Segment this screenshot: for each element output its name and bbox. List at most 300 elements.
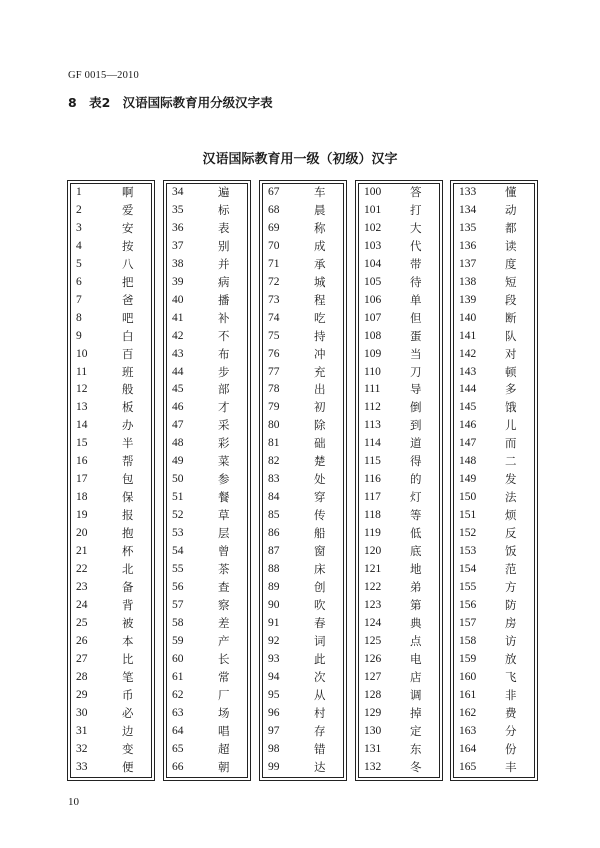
char-glyph: 创 [314, 579, 326, 594]
table-column [163, 180, 251, 781]
table-row [260, 364, 346, 382]
char-number: 150 [459, 491, 477, 504]
char-number: 63 [172, 706, 184, 719]
char-number: 153 [459, 545, 477, 558]
char-number: 137 [459, 257, 477, 270]
char-number: 25 [76, 616, 88, 629]
char-glyph: 超 [218, 741, 230, 756]
table-row [260, 669, 346, 687]
table-row [356, 202, 442, 220]
table-row [451, 184, 537, 202]
char-glyph: 吧 [122, 310, 134, 325]
table-row [356, 651, 442, 669]
char-glyph: 餐 [218, 490, 230, 505]
table-row [164, 435, 250, 453]
char-number: 17 [76, 473, 88, 486]
char-number: 108 [364, 329, 382, 342]
table-row [164, 615, 250, 633]
char-number: 120 [364, 545, 382, 558]
char-glyph: 背 [122, 597, 134, 612]
table-title: 汉语国际教育用一级（初级）汉字 [202, 152, 398, 167]
char-number: 47 [172, 419, 184, 432]
char-number: 115 [364, 455, 381, 468]
char-number: 128 [364, 688, 382, 701]
char-glyph: 的 [410, 472, 422, 487]
char-glyph: 房 [505, 615, 517, 630]
char-number: 121 [364, 563, 382, 576]
table-row [68, 184, 154, 202]
char-number: 82 [268, 455, 280, 468]
char-glyph: 包 [122, 472, 134, 487]
table-row [260, 543, 346, 561]
char-number: 48 [172, 437, 184, 450]
table-row [451, 723, 537, 741]
section-title-text: 汉语国际教育用分级汉字表 [122, 95, 273, 110]
char-glyph: 二 [505, 454, 517, 469]
char-glyph: 承 [314, 256, 326, 271]
char-number: 134 [459, 203, 477, 216]
table-row [451, 597, 537, 615]
table-row [68, 238, 154, 256]
table-row [451, 220, 537, 238]
table-row [164, 453, 250, 471]
table-row [164, 346, 250, 364]
table-row [164, 489, 250, 507]
table-row [164, 238, 250, 256]
char-glyph: 打 [410, 202, 422, 217]
table-row [68, 399, 154, 417]
char-number: 91 [268, 616, 280, 629]
char-number: 127 [364, 670, 382, 683]
char-number: 11 [76, 365, 88, 378]
char-glyph: 都 [505, 220, 517, 235]
char-glyph: 导 [410, 382, 422, 397]
char-number: 90 [268, 598, 280, 611]
char-glyph: 村 [314, 705, 326, 720]
section-heading [68, 93, 281, 111]
char-glyph: 地 [410, 562, 422, 577]
char-number: 95 [268, 688, 280, 701]
table-row [164, 651, 250, 669]
char-glyph: 掉 [410, 705, 422, 720]
table-row [68, 310, 154, 328]
char-number: 161 [459, 688, 477, 701]
char-number: 39 [172, 275, 184, 288]
char-number: 72 [268, 275, 280, 288]
char-glyph: 蛋 [410, 328, 422, 343]
char-number: 43 [172, 347, 184, 360]
char-number: 93 [268, 652, 280, 665]
char-glyph: 出 [314, 382, 326, 397]
char-number: 74 [268, 311, 280, 324]
table-row [356, 489, 442, 507]
char-glyph: 飞 [505, 669, 517, 684]
table-row [260, 561, 346, 579]
char-glyph: 反 [505, 526, 517, 541]
char-number: 154 [459, 563, 477, 576]
char-number: 163 [459, 724, 477, 737]
table-row [164, 579, 250, 597]
char-number: 116 [364, 473, 381, 486]
char-number: 142 [459, 347, 477, 360]
char-number: 46 [172, 401, 184, 414]
table-row [164, 256, 250, 274]
char-glyph: 多 [505, 382, 517, 397]
char-number: 135 [459, 221, 477, 234]
char-glyph: 穿 [314, 490, 326, 505]
char-glyph: 得 [410, 454, 422, 469]
char-glyph: 初 [314, 400, 326, 415]
char-glyph: 表 [218, 220, 230, 235]
char-glyph: 队 [505, 328, 517, 343]
char-number: 52 [172, 509, 184, 522]
char-number: 96 [268, 706, 280, 719]
char-glyph: 顿 [505, 364, 517, 379]
char-glyph: 儿 [505, 418, 517, 433]
char-number: 26 [76, 634, 88, 647]
char-glyph: 础 [314, 436, 326, 451]
char-number: 101 [364, 203, 382, 216]
char-number: 64 [172, 724, 184, 737]
char-glyph: 大 [410, 220, 422, 235]
char-number: 97 [268, 724, 280, 737]
table-row [451, 543, 537, 561]
table-row [451, 238, 537, 256]
char-number: 76 [268, 347, 280, 360]
char-glyph: 断 [505, 310, 517, 325]
table-row [68, 615, 154, 633]
table-row [164, 417, 250, 435]
table-row [260, 310, 346, 328]
char-number: 132 [364, 760, 382, 773]
char-number: 35 [172, 203, 184, 216]
table-row [451, 741, 537, 759]
char-glyph: 范 [505, 562, 517, 577]
char-glyph: 懂 [505, 185, 517, 199]
char-number: 83 [268, 473, 280, 486]
table-row [451, 381, 537, 399]
char-number: 159 [459, 652, 477, 665]
char-number: 8 [76, 311, 82, 324]
char-glyph: 床 [314, 562, 326, 577]
char-glyph: 从 [314, 687, 326, 702]
char-glyph: 笔 [122, 669, 134, 684]
char-number: 51 [172, 491, 184, 504]
char-glyph: 而 [505, 436, 517, 451]
table-row [164, 561, 250, 579]
char-number: 27 [76, 652, 88, 665]
table-row [164, 220, 250, 238]
table-row [164, 543, 250, 561]
char-glyph: 倒 [410, 400, 422, 415]
table-row [260, 651, 346, 669]
char-glyph: 啊 [122, 185, 134, 199]
char-number: 66 [172, 760, 184, 773]
char-glyph: 车 [314, 185, 326, 199]
char-glyph: 处 [314, 472, 326, 487]
table-row [68, 256, 154, 274]
table-row [164, 471, 250, 489]
table-row [164, 705, 250, 723]
table-row [68, 328, 154, 346]
char-number: 100 [364, 186, 382, 198]
char-number: 50 [172, 473, 184, 486]
char-glyph: 防 [505, 597, 517, 612]
table-row [451, 759, 537, 777]
table-row [356, 507, 442, 525]
char-glyph: 份 [505, 741, 517, 756]
char-glyph: 差 [218, 615, 230, 630]
char-number: 164 [459, 742, 477, 755]
char-number: 67 [268, 186, 280, 198]
table-row [260, 705, 346, 723]
char-number: 20 [76, 527, 88, 540]
char-number: 80 [268, 419, 280, 432]
table-row [260, 633, 346, 651]
page-number: 10 [68, 796, 79, 808]
char-number: 29 [76, 688, 88, 701]
table-row [164, 202, 250, 220]
char-glyph: 按 [122, 238, 134, 253]
table-row [356, 310, 442, 328]
char-number: 85 [268, 509, 280, 522]
char-glyph: 边 [122, 723, 134, 738]
char-glyph: 调 [410, 687, 422, 702]
char-number: 84 [268, 491, 280, 504]
char-number: 105 [364, 275, 382, 288]
table-row [260, 435, 346, 453]
char-glyph: 朝 [218, 759, 230, 774]
char-glyph: 病 [218, 274, 230, 289]
table-row [164, 723, 250, 741]
table-row [260, 417, 346, 435]
char-number: 15 [76, 437, 88, 450]
char-glyph: 读 [505, 238, 517, 253]
char-number: 44 [172, 365, 184, 378]
table-row [451, 633, 537, 651]
char-number: 81 [268, 437, 280, 450]
char-number: 36 [172, 221, 184, 234]
char-glyph: 法 [505, 490, 517, 505]
char-number: 4 [76, 239, 82, 252]
char-number: 32 [76, 742, 88, 755]
table-row [451, 489, 537, 507]
table-row [68, 741, 154, 759]
table-row [68, 292, 154, 310]
table-column [259, 180, 347, 781]
table-row [356, 633, 442, 651]
char-number: 157 [459, 616, 477, 629]
char-glyph: 道 [410, 436, 422, 451]
char-number: 24 [76, 598, 88, 611]
table-row [68, 687, 154, 705]
char-glyph: 并 [218, 256, 230, 271]
char-number: 104 [364, 257, 382, 270]
char-number: 112 [364, 401, 381, 414]
char-number: 107 [364, 311, 382, 324]
table-row [356, 687, 442, 705]
char-glyph: 带 [410, 256, 422, 271]
table-row [68, 597, 154, 615]
table-row [260, 507, 346, 525]
table-row [260, 274, 346, 292]
section-number: 8 [68, 95, 77, 110]
char-glyph: 场 [218, 705, 230, 720]
table-row [68, 759, 154, 777]
table-row [260, 238, 346, 256]
char-number: 144 [459, 383, 477, 396]
table-row [451, 507, 537, 525]
char-glyph: 除 [314, 418, 326, 433]
char-number: 75 [268, 329, 280, 342]
char-number: 124 [364, 616, 382, 629]
table-row [356, 453, 442, 471]
table-row [68, 543, 154, 561]
char-glyph: 东 [410, 741, 422, 756]
char-number: 98 [268, 742, 280, 755]
char-number: 141 [459, 329, 477, 342]
table-row [164, 310, 250, 328]
char-number: 151 [459, 509, 477, 522]
table-row [451, 202, 537, 220]
char-number: 155 [459, 580, 477, 593]
char-number: 19 [76, 509, 88, 522]
char-number: 119 [364, 527, 381, 540]
table-row [451, 471, 537, 489]
table-row [356, 364, 442, 382]
table-row [260, 328, 346, 346]
char-number: 12 [76, 383, 88, 396]
char-number: 60 [172, 652, 184, 665]
char-glyph: 持 [314, 328, 326, 343]
char-number: 56 [172, 580, 184, 593]
char-glyph: 曾 [218, 544, 230, 559]
table-row [260, 184, 346, 202]
table-row [260, 579, 346, 597]
table-row [451, 274, 537, 292]
char-glyph: 遍 [218, 185, 230, 199]
char-number: 129 [364, 706, 382, 719]
table-row [260, 292, 346, 310]
table-row [164, 328, 250, 346]
char-glyph: 厂 [218, 687, 230, 702]
char-glyph: 此 [314, 651, 326, 666]
char-number: 114 [364, 437, 381, 450]
char-glyph: 成 [314, 238, 326, 253]
char-glyph: 冬 [410, 759, 422, 774]
char-glyph: 刀 [410, 364, 422, 379]
table-row [164, 525, 250, 543]
char-glyph: 保 [122, 490, 134, 505]
char-number: 7 [76, 293, 82, 306]
char-glyph: 度 [505, 256, 517, 271]
char-number: 139 [459, 293, 477, 306]
char-number: 3 [76, 221, 82, 234]
char-number: 13 [76, 401, 88, 414]
char-glyph: 半 [122, 436, 134, 451]
char-glyph: 必 [122, 705, 134, 720]
char-glyph: 代 [410, 238, 422, 253]
table-row [356, 274, 442, 292]
char-glyph: 草 [218, 508, 230, 523]
char-glyph: 才 [218, 400, 230, 415]
char-number: 57 [172, 598, 184, 611]
char-number: 102 [364, 221, 382, 234]
char-glyph: 八 [122, 256, 134, 271]
table-row [68, 220, 154, 238]
table-row [356, 669, 442, 687]
char-number: 156 [459, 598, 477, 611]
char-number: 94 [268, 670, 280, 683]
table-row [451, 435, 537, 453]
char-number: 23 [76, 580, 88, 593]
char-glyph: 帮 [122, 454, 134, 469]
char-number: 158 [459, 634, 477, 647]
table-column [67, 180, 155, 781]
table-row [356, 346, 442, 364]
table-row [451, 705, 537, 723]
table-row [164, 364, 250, 382]
table-row [451, 417, 537, 435]
table-row [451, 687, 537, 705]
char-number: 125 [364, 634, 382, 647]
char-glyph: 费 [505, 705, 517, 720]
char-glyph: 灯 [410, 490, 422, 505]
char-number: 73 [268, 293, 280, 306]
table-row [451, 310, 537, 328]
table-row [164, 292, 250, 310]
char-number: 42 [172, 329, 184, 342]
char-number: 65 [172, 742, 184, 755]
char-number: 34 [172, 186, 184, 198]
table-row [164, 399, 250, 417]
char-glyph: 便 [122, 759, 134, 774]
table-row [356, 525, 442, 543]
table-row [356, 561, 442, 579]
char-glyph: 低 [410, 526, 422, 541]
char-number: 9 [76, 329, 82, 342]
table-row [451, 669, 537, 687]
table-row [451, 651, 537, 669]
char-glyph: 饿 [505, 400, 517, 415]
char-number: 31 [76, 724, 88, 737]
char-number: 58 [172, 616, 184, 629]
char-glyph: 般 [122, 382, 134, 397]
table-row [260, 741, 346, 759]
table-row [451, 399, 537, 417]
char-glyph: 布 [218, 346, 230, 361]
char-number: 160 [459, 670, 477, 683]
char-number: 68 [268, 203, 280, 216]
table-row [260, 471, 346, 489]
char-glyph: 白 [122, 328, 134, 343]
char-number: 14 [76, 419, 88, 432]
char-glyph: 北 [122, 562, 134, 577]
char-glyph: 饭 [505, 544, 517, 559]
char-number: 28 [76, 670, 88, 683]
char-number: 131 [364, 742, 382, 755]
char-glyph: 不 [218, 328, 230, 343]
char-number: 54 [172, 545, 184, 558]
char-glyph: 错 [314, 741, 326, 756]
char-glyph: 别 [218, 238, 230, 253]
char-glyph: 本 [122, 633, 134, 648]
table-row [260, 597, 346, 615]
char-number: 61 [172, 670, 184, 683]
table-row [68, 723, 154, 741]
char-glyph: 第 [410, 597, 422, 612]
char-glyph: 词 [314, 633, 326, 648]
